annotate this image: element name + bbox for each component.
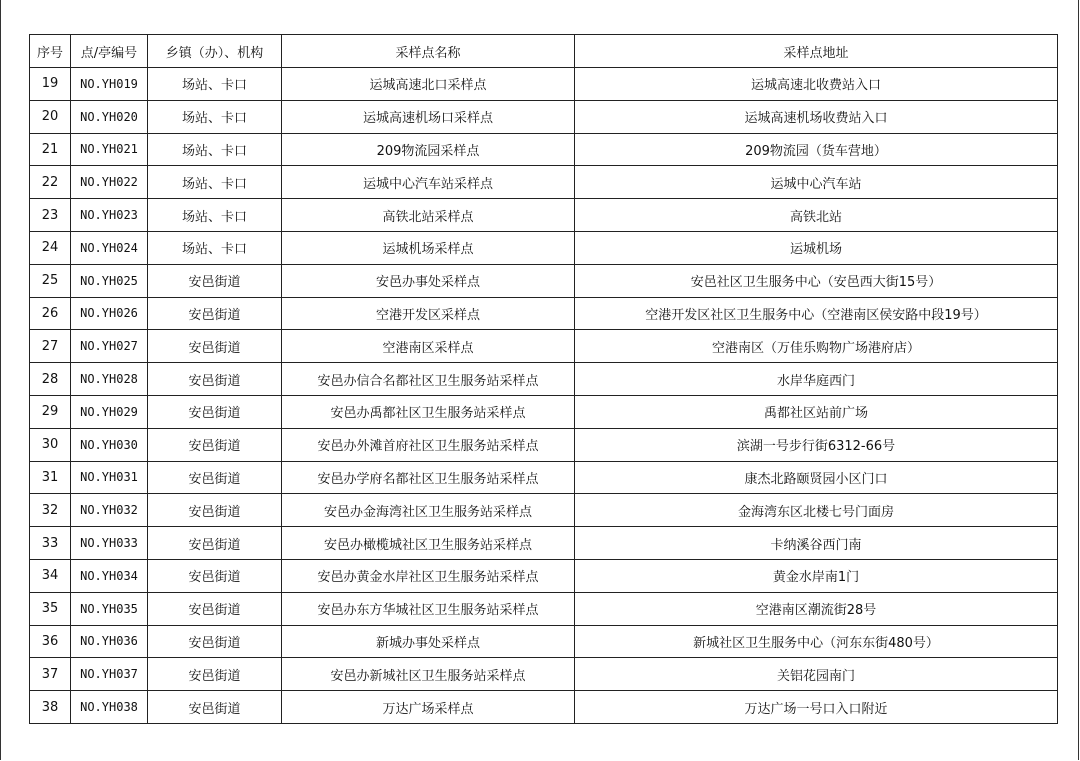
cell-code: NO.YH038: [71, 691, 148, 724]
cell-town: 安邑街道: [148, 625, 282, 658]
table-body: [30, 68, 1058, 724]
cell-town: 安邑街道: [148, 428, 282, 461]
cell-no: 26: [30, 297, 71, 330]
cell-site-address: 金海湾东区北楼七号门面房: [575, 494, 1058, 527]
cell-site-name: 安邑办外滩首府社区卫生服务站采样点: [282, 428, 575, 461]
cell-no: 24: [30, 231, 71, 264]
cell-town: 安邑街道: [148, 330, 282, 363]
cell-no: 23: [30, 199, 71, 232]
cell-site-name: 运城高速北口采样点: [282, 68, 575, 101]
table-row: [30, 395, 1058, 428]
cell-site-name: 安邑办黄金水岸社区卫生服务站采样点: [282, 559, 575, 592]
cell-site-address: 运城高速机场收费站入口: [575, 100, 1058, 133]
cell-no: 37: [30, 658, 71, 691]
cell-code: NO.YH019: [71, 68, 148, 101]
cell-town: 安邑街道: [148, 264, 282, 297]
cell-site-name: 安邑办禹都社区卫生服务站采样点: [282, 395, 575, 428]
cell-no: 36: [30, 625, 71, 658]
table-row: [30, 231, 1058, 264]
table-header-row: [30, 35, 1058, 68]
cell-no: 28: [30, 363, 71, 396]
cell-site-address: 卡纳溪谷西门南: [575, 527, 1058, 560]
cell-site-name: 安邑办橄榄城社区卫生服务站采样点: [282, 527, 575, 560]
cell-code: NO.YH022: [71, 166, 148, 199]
cell-site-address: 黄金水岸南1门: [575, 559, 1058, 592]
cell-no: 38: [30, 691, 71, 724]
cell-site-name: 运城中心汽车站采样点: [282, 166, 575, 199]
cell-site-address: 万达广场一号口入口附近: [575, 691, 1058, 724]
cell-code: NO.YH026: [71, 297, 148, 330]
cell-code: NO.YH028: [71, 363, 148, 396]
cell-site-name: 运城机场采样点: [282, 231, 575, 264]
table-row: [30, 559, 1058, 592]
cell-town: 安邑街道: [148, 691, 282, 724]
cell-site-name: 安邑办事处采样点: [282, 264, 575, 297]
cell-site-address: 高铁北站: [575, 199, 1058, 232]
cell-no: 25: [30, 264, 71, 297]
cell-code: NO.YH030: [71, 428, 148, 461]
cell-code: NO.YH035: [71, 592, 148, 625]
table-row: [30, 363, 1058, 396]
cell-town: 安邑街道: [148, 494, 282, 527]
cell-no: 32: [30, 494, 71, 527]
cell-site-name: 安邑办东方华城社区卫生服务站采样点: [282, 592, 575, 625]
cell-town: 安邑街道: [148, 658, 282, 691]
table-row: [30, 461, 1058, 494]
cell-site-name: 安邑办金海湾社区卫生服务站采样点: [282, 494, 575, 527]
table-row: [30, 68, 1058, 101]
header-site-name: 采样点名称: [282, 35, 575, 68]
table-row: [30, 592, 1058, 625]
cell-site-address: 安邑社区卫生服务中心（安邑西大街15号）: [575, 264, 1058, 297]
cell-code: NO.YH027: [71, 330, 148, 363]
cell-site-address: 空港南区（万佳乐购物广场港府店）: [575, 330, 1058, 363]
cell-no: 35: [30, 592, 71, 625]
cell-site-name: 运城高速机场口采样点: [282, 100, 575, 133]
cell-no: 19: [30, 68, 71, 101]
table-row: [30, 297, 1058, 330]
cell-code: NO.YH021: [71, 133, 148, 166]
table-row: [30, 264, 1058, 297]
table-row: [30, 658, 1058, 691]
cell-code: NO.YH031: [71, 461, 148, 494]
cell-town: 安邑街道: [148, 559, 282, 592]
cell-town: 安邑街道: [148, 297, 282, 330]
cell-no: 30: [30, 428, 71, 461]
cell-code: NO.YH033: [71, 527, 148, 560]
table-row: [30, 625, 1058, 658]
cell-site-name: 空港南区采样点: [282, 330, 575, 363]
cell-site-address: 空港开发区社区卫生服务中心（空港南区侯安路中段19号）: [575, 297, 1058, 330]
cell-site-address: 康杰北路颐贤园小区门口: [575, 461, 1058, 494]
cell-town: 安邑街道: [148, 461, 282, 494]
cell-site-name: 高铁北站采样点: [282, 199, 575, 232]
cell-town: 场站、卡口: [148, 133, 282, 166]
table-row: [30, 428, 1058, 461]
header-site-address: 采样点地址: [575, 35, 1058, 68]
cell-site-name: 安邑办信合名都社区卫生服务站采样点: [282, 363, 575, 396]
header-town: 乡镇（办）、机构: [148, 35, 282, 68]
cell-town: 场站、卡口: [148, 100, 282, 133]
cell-site-name: 新城办事处采样点: [282, 625, 575, 658]
cell-code: NO.YH036: [71, 625, 148, 658]
cell-site-name: 安邑办学府名都社区卫生服务站采样点: [282, 461, 575, 494]
cell-code: NO.YH032: [71, 494, 148, 527]
cell-code: NO.YH024: [71, 231, 148, 264]
cell-site-address: 水岸华庭西门: [575, 363, 1058, 396]
cell-site-address: 新城社区卫生服务中心（河东东街480号）: [575, 625, 1058, 658]
cell-site-name: 安邑办新城社区卫生服务站采样点: [282, 658, 575, 691]
cell-no: 33: [30, 527, 71, 560]
cell-town: 场站、卡口: [148, 199, 282, 232]
cell-site-address: 关铝花园南门: [575, 658, 1058, 691]
cell-no: 27: [30, 330, 71, 363]
table-row: [30, 330, 1058, 363]
header-no: 序号: [30, 35, 71, 68]
cell-town: 安邑街道: [148, 363, 282, 396]
cell-no: 20: [30, 100, 71, 133]
cell-site-name: 空港开发区采样点: [282, 297, 575, 330]
cell-no: 34: [30, 559, 71, 592]
header-code: 点/亭编号: [71, 35, 148, 68]
cell-site-address: 滨湖一号步行街6312-66号: [575, 428, 1058, 461]
table-row: [30, 166, 1058, 199]
cell-no: 29: [30, 395, 71, 428]
table-row: [30, 691, 1058, 724]
cell-code: NO.YH029: [71, 395, 148, 428]
table-row: [30, 100, 1058, 133]
sampling-site-table: [29, 34, 1058, 724]
cell-site-address: 运城中心汽车站: [575, 166, 1058, 199]
cell-site-address: 禹都社区站前广场: [575, 395, 1058, 428]
cell-town: 场站、卡口: [148, 166, 282, 199]
cell-site-name: 209物流园采样点: [282, 133, 575, 166]
cell-town: 场站、卡口: [148, 231, 282, 264]
table-row: [30, 199, 1058, 232]
cell-town: 安邑街道: [148, 527, 282, 560]
table-row: [30, 527, 1058, 560]
cell-no: 31: [30, 461, 71, 494]
cell-site-address: 209物流园（货车营地）: [575, 133, 1058, 166]
table-row: [30, 494, 1058, 527]
cell-code: NO.YH020: [71, 100, 148, 133]
cell-town: 安邑街道: [148, 395, 282, 428]
cell-no: 22: [30, 166, 71, 199]
cell-no: 21: [30, 133, 71, 166]
cell-site-address: 运城高速北收费站入口: [575, 68, 1058, 101]
cell-code: NO.YH037: [71, 658, 148, 691]
cell-town: 安邑街道: [148, 592, 282, 625]
cell-site-address: 运城机场: [575, 231, 1058, 264]
cell-town: 场站、卡口: [148, 68, 282, 101]
cell-site-name: 万达广场采样点: [282, 691, 575, 724]
cell-code: NO.YH025: [71, 264, 148, 297]
cell-code: NO.YH034: [71, 559, 148, 592]
table-row: [30, 133, 1058, 166]
cell-code: NO.YH023: [71, 199, 148, 232]
cell-site-address: 空港南区潮流街28号: [575, 592, 1058, 625]
